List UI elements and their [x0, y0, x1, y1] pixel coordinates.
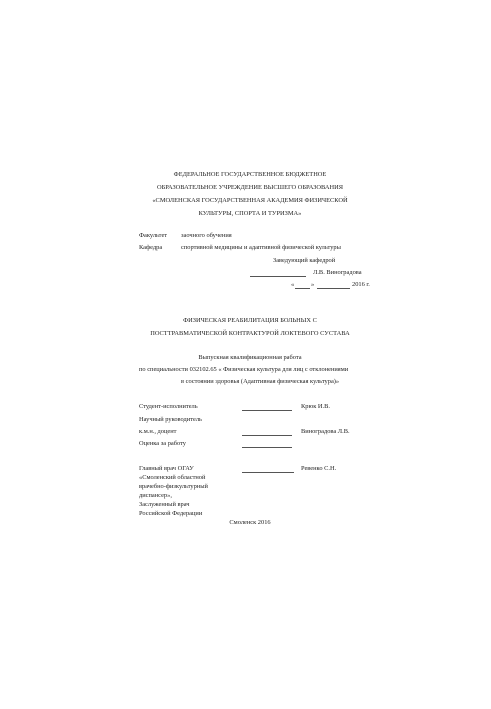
reviewer-line-4: диспансер»,	[139, 492, 172, 499]
header-line-2: ОБРАЗОВАТЕЛЬНОЕ УЧРЕЖДЕНИЕ ВЫСШЕГО ОБРАЗОВАНИЯ	[157, 184, 343, 191]
title-line-1: ФИЗИЧЕСКАЯ РЕАБИЛИТАЦИЯ БОЛЬНЫХ С	[183, 317, 317, 324]
grade-line	[242, 447, 292, 448]
date-month-line	[317, 288, 350, 289]
reviewer-name: Ревенко С.Н.	[301, 465, 337, 472]
supervisor-name: Виноградова Л.В.	[301, 428, 350, 435]
student-signature-line	[242, 410, 292, 411]
head-name: Л.В. Виноградова	[313, 269, 362, 276]
speciality-line-2: в состоянии здоровья (Адаптивная физическая культура)»	[181, 378, 340, 385]
supervisor-signature-line	[242, 435, 292, 436]
header-line-3: «СМОЛЕНСКАЯ ГОСУДАРСТВЕННАЯ АКАДЕМИЯ ФИЗИЧЕСКОЙ	[152, 197, 348, 204]
reviewer-line-3: врачебно-физкультурный	[139, 483, 208, 490]
head-title: Заведующий кафедрой	[273, 257, 336, 264]
reviewer-line-1: Главный врач ОГАУ	[139, 465, 194, 472]
student-label: Студент-исполнитель	[139, 403, 198, 410]
student-name: Крюк И.В.	[301, 403, 331, 410]
date-day-line	[295, 288, 310, 289]
reviewer-signature-line	[242, 472, 294, 473]
header-line-1: ФЕДЕРАЛЬНОЕ ГОСУДАРСТВЕННОЕ БЮДЖЕТНОЕ	[173, 171, 327, 178]
reviewer-line-5: Заслуженный врач	[139, 501, 190, 508]
date-close-quote: »	[311, 281, 315, 288]
date-open-quote: «	[291, 281, 295, 288]
supervisor-label: Научный руководитель	[139, 416, 202, 423]
title-line-2: ПОСТТРАВМАТИЧЕСКОЙ КОНТРАКТУРОЙ ЛОКТЕВОГО СУСТАВА	[150, 330, 350, 337]
reviewer-line-2: «Смоленский областной	[139, 474, 206, 481]
department-value: спортивной медицины и адаптивной физической культуры	[181, 244, 341, 251]
grade-label: Оценка за работу	[139, 440, 186, 447]
faculty-label: Факультет	[139, 232, 168, 239]
work-type: Выпускная квалификационная работа	[198, 354, 302, 361]
department-label: Кафедра	[139, 244, 163, 251]
head-signature-line	[250, 276, 306, 277]
faculty-value: заочного обучения	[181, 232, 232, 239]
header-line-4: КУЛЬТУРЫ, СПОРТА И ТУРИЗМА»	[198, 210, 302, 217]
city-year: Смоленск 2016	[229, 519, 271, 526]
reviewer-line-6: Российской Федерации	[139, 510, 203, 517]
speciality-line-1: по специальности 032102.65 « Физическая культура для лиц с отклонениями	[139, 366, 349, 373]
supervisor-degree: к.м.н., доцент	[139, 428, 177, 435]
date-year: 2016 г.	[352, 281, 370, 288]
